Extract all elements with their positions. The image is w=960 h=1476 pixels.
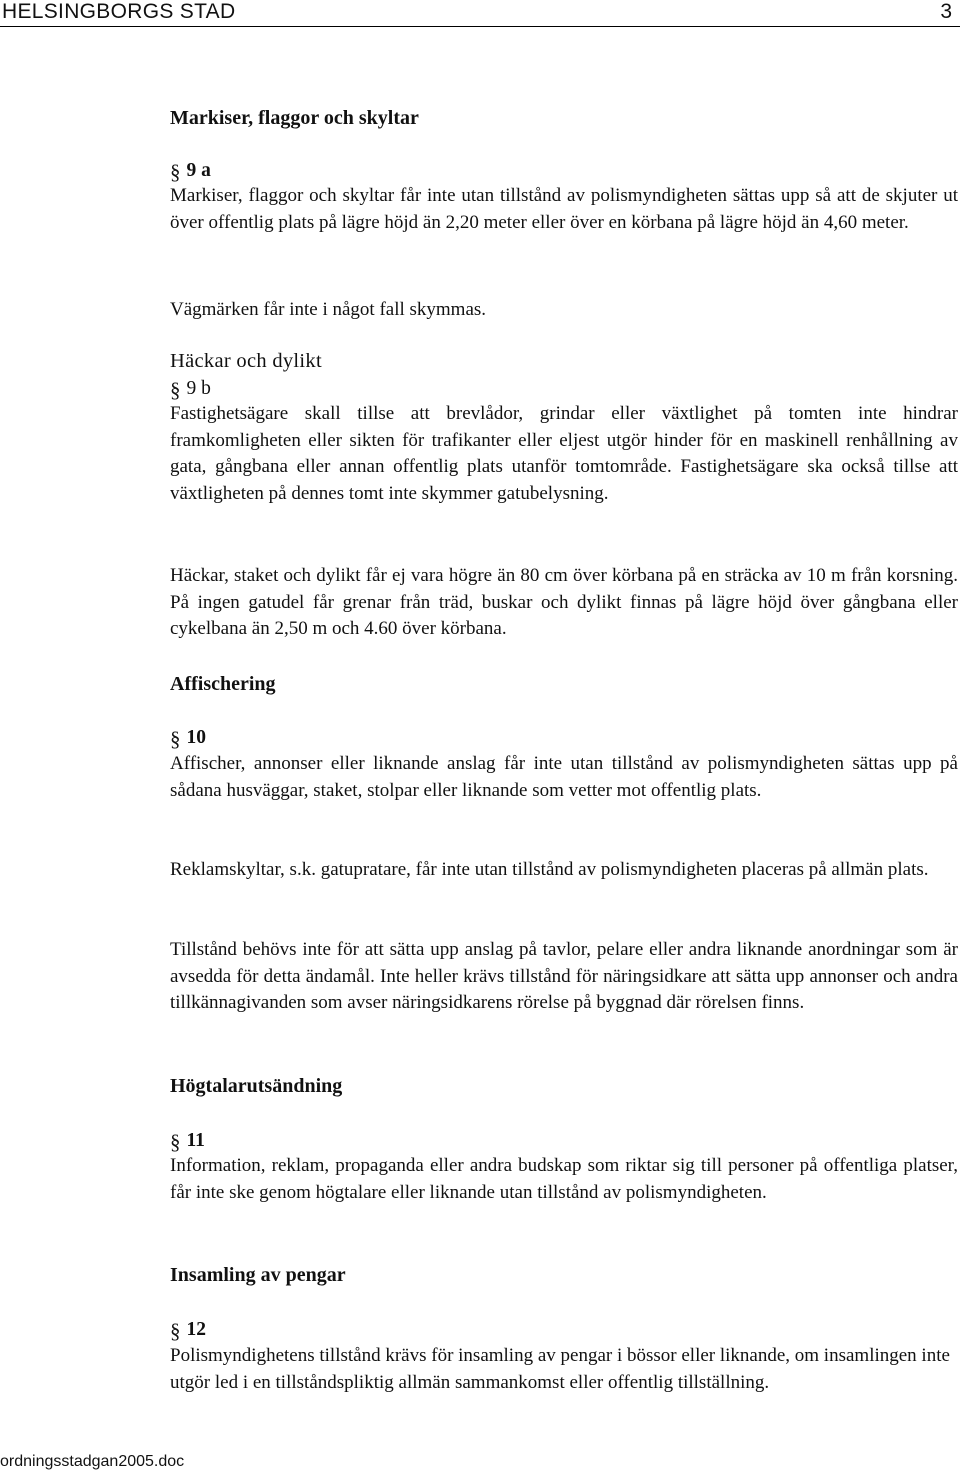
section-number-label: 12: [186, 1319, 206, 1340]
section-number-9b: [170, 374, 211, 403]
page-header: [0, 0, 960, 27]
section-number-label: 11: [186, 1130, 205, 1151]
section-heading-affischering: Affischering: [170, 673, 276, 695]
section-10-paragraph-1: Affischer, annonser eller liknande anslag får inte utan tillstånd av polismyndigheten sättas upp på sådana husväggar, staket, stolpar eller liknande som vetter mot offentlig plats.: [170, 753, 958, 801]
section-10-paragraph-2: Reklamskyltar, s.k. gatupratare, får inte utan tillstånd av polismyndigheten placeras på allmän plats.: [170, 859, 929, 880]
section-10-paragraph-3: Tillstånd behövs inte för att sätta upp anslag på tavlor, pelare eller andra liknande anordningar som är avsedda för detta ändamål. Inte heller krävs tillstånd för näringsidkare att sätta upp annonser och andra tillkännagivanden som avser näringsidkarens rörelse på byggnad där rörelsen finns.: [170, 939, 958, 1013]
section-sign: §: [170, 378, 181, 402]
section-9b-paragraph-1: Fastighetsägare skall tillse att brevlådor, grindar eller växtlighet på tomten inte hindrar framkomligheten eller sikten för trafikanter eller eljest utgör hinder för en maskinell renhållning av gata, gångbana eller annan offentlig plats utanför tomtområde. Fastighetsägare ska också tillse att växtligheten på dennes tomt inte skymmer gatubelysning.: [170, 403, 958, 504]
section-number-label: 9 a: [186, 160, 211, 181]
section-heading-hogtalarutsandning: Högtalarutsändning: [170, 1075, 343, 1097]
section-heading-hackar: Häckar och dylikt: [170, 350, 322, 372]
section-heading-markiser: Markiser, flaggor och skyltar: [170, 107, 419, 129]
section-9a-paragraph-2: Vägmärken får inte i något fall skymmas.: [170, 299, 487, 320]
section-number-label: 9 b: [186, 378, 211, 399]
section-sign: §: [170, 1319, 181, 1343]
section-heading-insamling: Insamling av pengar: [170, 1264, 346, 1286]
section-number-11: [170, 1126, 205, 1155]
organization-name: HELSINGBORGS STAD: [2, 0, 236, 23]
section-sign: §: [170, 1130, 181, 1154]
section-sign: §: [170, 160, 181, 184]
section-sign: §: [170, 727, 181, 751]
section-12-paragraph-1: Polismyndighetens tillstånd krävs för insamling av pengar i bössor eller liknande, om insamlingen inte utgör led i en tillståndspliktig allmän sammankomst eller offentlig tillställning.: [170, 1345, 950, 1393]
section-number-12: [170, 1315, 206, 1344]
section-number-10: [170, 723, 206, 752]
section-11-paragraph-1: Information, reklam, propaganda eller andra budskap som riktar sig till personer på offentliga platser, får inte ske genom högtalare eller liknande utan tillstånd av polismyndigheten.: [170, 1155, 958, 1203]
section-9b-paragraph-2: Häckar, staket och dylikt får ej vara högre än 80 cm över körbana på en sträcka av 10 m från korsning. På ingen gatudel får grenar från träd, buskar och dylikt finnas på lägre höjd över gångbana eller cykelbana än 2,50 m och 4.60 över körbana.: [170, 565, 958, 639]
section-number-label: 10: [186, 727, 206, 748]
page-number: 3: [940, 0, 952, 23]
section-number-9a: [170, 156, 211, 185]
section-9a-paragraph-1: Markiser, flaggor och skyltar får inte utan tillstånd av polismyndigheten sättas upp så att de skjuter ut över offentlig plats på lägre höjd än 2,20 meter eller över en körbana på lägre höjd än 4,60 meter.: [170, 185, 958, 233]
page-footer-filename: ordningsstadgan2005.doc: [0, 1453, 185, 1470]
